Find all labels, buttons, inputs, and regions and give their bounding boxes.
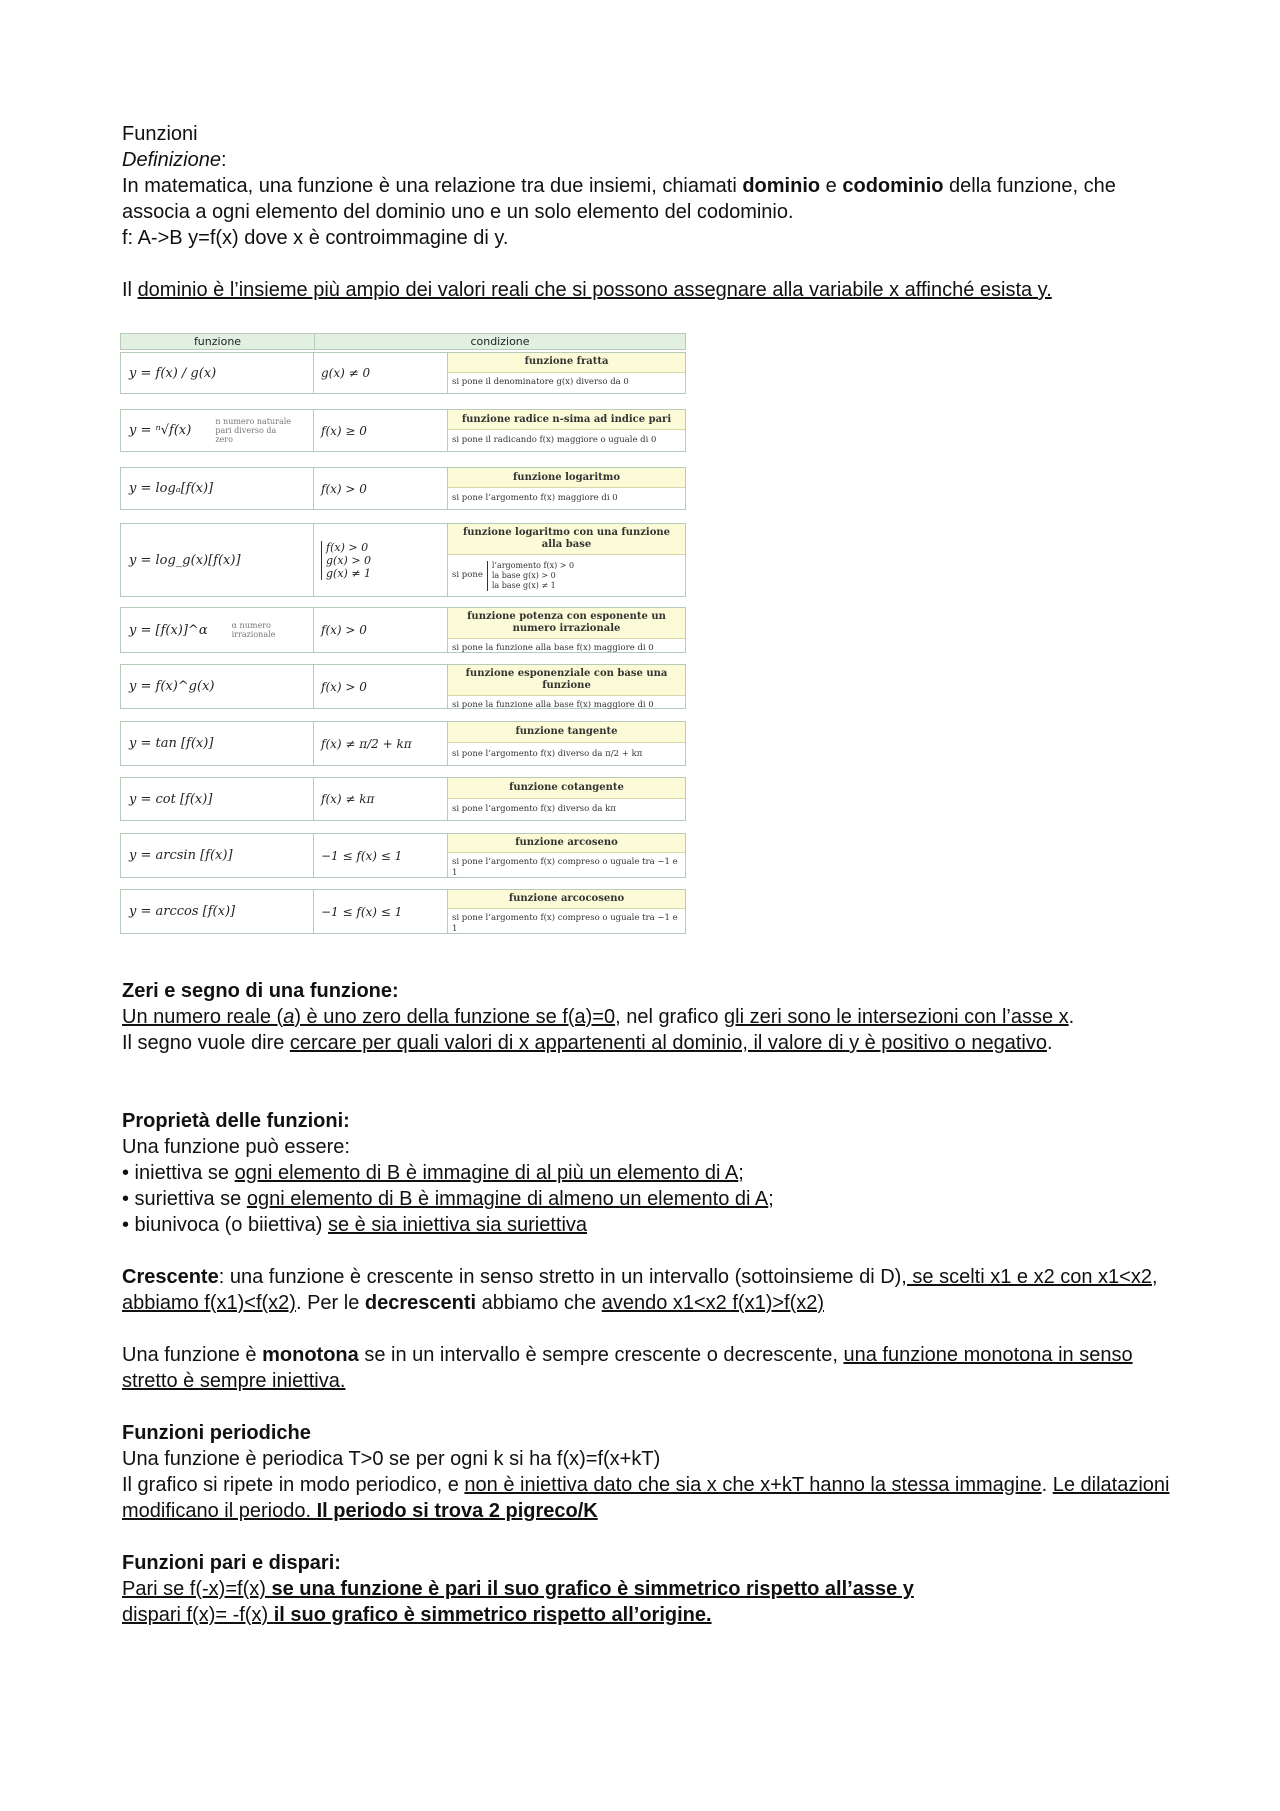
monotona-paragraph: Una funzione è monotona se in un intervallo è sempre crescente o decrescente, una funzione monotona in senso stretto è sempre iniettiva. xyxy=(122,1344,1133,1392)
page-title: Funzioni xyxy=(122,123,198,145)
definition-heading: Definizione: xyxy=(122,149,227,171)
table-row: y = ⁿ√f(x) n numero naturale pari diverso da zero f(x) ≥ 0 funzione radice n-sima ad indice pari si pone il radicando f(x) maggiore o uguale di 0 xyxy=(120,409,686,452)
lower-sections xyxy=(122,978,1182,1628)
section-title-pari-dispari: Funzioni pari e dispari: xyxy=(122,1552,341,1574)
column-header-funzione: funzione xyxy=(121,334,315,349)
definition-label: Definizione xyxy=(122,149,221,171)
section-title-periodiche: Funzioni periodiche xyxy=(122,1422,311,1444)
list-item: • suriettiva se ogni elemento di B è immagine di almeno un elemento di A; xyxy=(122,1188,774,1210)
table-row: y = log_g(x)[f(x)] f(x) > 0 g(x) > 0 g(x) ≠ 1 funzione logaritmo con una funzione alla base si pone l’argomento f(x) > 0 la base g(x) > 0 la base g(x) ≠ 1 xyxy=(120,523,686,597)
zeri-line-1: Un numero reale (a) è uno zero della funzione se f(a)=0, nel grafico gli zeri sono le intersezioni con l’asse x. xyxy=(122,1006,1075,1028)
periodiche-line-2: Il grafico si ripete in modo periodico, e non è iniettiva dato che sia x che x+kT hanno la stessa immagine. Le dilatazioni modificano il periodo. Il periodo si trova 2 pigreco/K xyxy=(122,1474,1170,1522)
table-row: y = arcsin [f(x)] −1 ≤ f(x) ≤ 1 funzione arcoseno si pone l’argomento f(x) compreso o uguale tra −1 e 1 xyxy=(120,833,686,878)
table-header xyxy=(120,333,686,350)
table-row: y = [f(x)]^α α numero irrazionale f(x) > 0 funzione potenza con esponente un numero irrazionale si pone la funzione alla base f(x) maggiore di 0 xyxy=(120,607,686,653)
table-row: y = logₐ[f(x)] f(x) > 0 funzione logaritmo si pone l’argomento f(x) maggiore di 0 xyxy=(120,467,686,510)
crescente-paragraph: Crescente: una funzione è crescente in senso stretto in un intervallo (sottoinsieme di D), se scelti x1 e x2 con x1<x2, abbiamo f(x1)<f(x2). Per le decrescenti abbiamo che avendo x1<x2 f(x1)>f(x2) xyxy=(122,1266,1158,1314)
section-title-zeri: Zeri e segno di una funzione: xyxy=(122,980,399,1002)
mapping-line: f: A->B y=f(x) dove x è controimmagine di y. xyxy=(122,227,509,249)
pari-line: Pari se f(-x)=f(x) se una funzione è pari il suo grafico è simmetrico rispetto all’asse y xyxy=(122,1578,914,1600)
periodiche-line-1: Una funzione è periodica T>0 se per ogni k si ha f(x)=f(x+kT) xyxy=(122,1448,661,1470)
table-row: y = tan [f(x)] f(x) ≠ π/2 + kπ funzione tangente si pone l’argomento f(x) diverso da π/2 + kπ xyxy=(120,721,686,766)
dispari-line: dispari f(x)= -f(x) il suo grafico è simmetrico rispetto all’origine. xyxy=(122,1604,712,1626)
table-row: y = cot [f(x)] f(x) ≠ kπ funzione cotangente si pone l’argomento f(x) diverso da kπ xyxy=(120,777,686,821)
table-row: y = f(x)^g(x) f(x) > 0 funzione esponenziale con base una funzione si pone la funzione alla base f(x) maggiore di 0 xyxy=(120,664,686,709)
list-item: • biunivoca (o biiettiva) se è sia iniettiva sia suriettiva xyxy=(122,1214,588,1236)
document-body xyxy=(122,121,1182,303)
zeri-line-2: Il segno vuole dire cercare per quali valori di x appartenenti al dominio, il valore di y è positivo o negativo. xyxy=(122,1032,1053,1054)
domain-conditions-table xyxy=(120,333,686,934)
table-row: y = f(x) / g(x) g(x) ≠ 0 funzione fratta si pone il denominatore g(x) diverso da 0 xyxy=(120,352,686,394)
list-item: • iniettiva se ogni elemento di B è immagine di al più un elemento di A; xyxy=(122,1162,744,1184)
domain-definition: Il dominio è l’insieme più ampio dei valori reali che si possono assegnare alla variabile x affinché esista y. xyxy=(122,279,1052,301)
definition-text: In matematica, una funzione è una relazione tra due insiemi, chiamati dominio e codominio della funzione, che associa a ogni elemento del dominio uno e un solo elemento del codominio. xyxy=(122,175,1116,223)
proprieta-intro: Una funzione può essere: xyxy=(122,1136,350,1158)
table-row: y = arccos [f(x)] −1 ≤ f(x) ≤ 1 funzione arcocoseno si pone l’argomento f(x) compreso o uguale tra −1 e 1 xyxy=(120,889,686,934)
section-title-proprieta: Proprietà delle funzioni: xyxy=(122,1110,350,1132)
column-header-condizione: condizione xyxy=(470,335,530,348)
